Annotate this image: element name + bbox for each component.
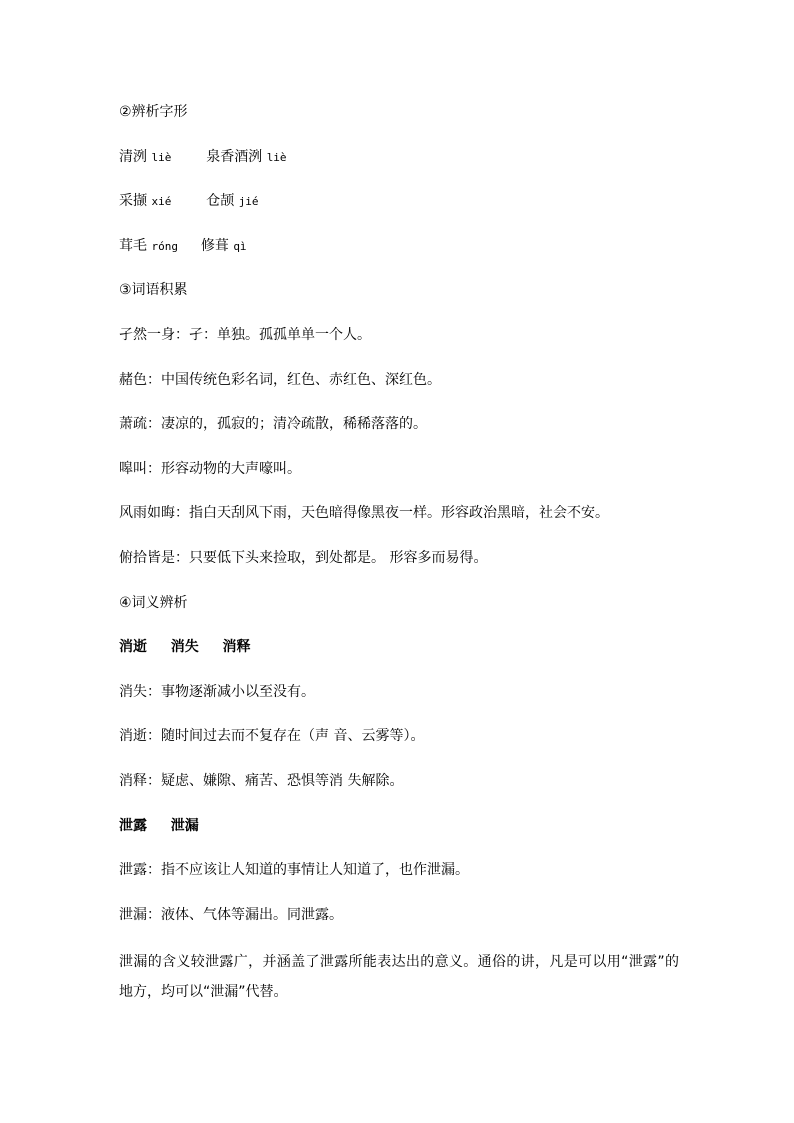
glyph-word: 修葺 — [200, 237, 229, 254]
word-group-title-1 — [119, 635, 679, 680]
glyph-word: 泉香酒洌 — [206, 148, 263, 165]
glyph-row-2 — [119, 189, 679, 234]
vocab-item: 赭色：中国传统色彩名词，红色、赤红色、深红色。 — [119, 371, 441, 388]
pinyin: liè — [151, 150, 172, 164]
comparison-note: 泄漏的含义较泄露广，并涵盖了泄露所能表达出的意义。通俗的讲，凡是可以用“泄露”的地方，均可以“泄漏”代替。 — [119, 954, 679, 1001]
definition-item: 泄漏：液体、气体等漏出。同泄露。 — [119, 906, 343, 923]
glyph-word: 采撷 — [119, 193, 147, 210]
glyph-word: 茸毛 — [119, 237, 147, 254]
pinyin: róng — [151, 239, 178, 253]
vocab-item: 风雨如晦：指白天刮风下雨，天色暗得像黑夜一样。形容政治黑暗，社会不安。 — [119, 505, 609, 522]
section-heading-vocabulary: ③词语积累 — [119, 282, 188, 299]
group-word: 消失 — [170, 639, 199, 656]
glyph-word: 仓颉 — [206, 193, 235, 210]
pinyin: qì — [233, 239, 247, 253]
definition-item: 泄露：指不应该让人知道的事情让人知道了，也作泄漏。 — [119, 862, 469, 879]
glyph-row-3 — [119, 234, 679, 279]
document-page — [119, 100, 679, 1007]
group-word: 消逝 — [119, 639, 147, 656]
definition-item: 消释：疑虑、嫌隙、痛苦、恐惧等消 失解除。 — [119, 772, 404, 789]
glyph-word: 清洌 — [119, 148, 147, 165]
definition-item: 消逝：随时间过去而不复存在（声 音、云雾等）。 — [119, 728, 425, 745]
group-word: 泄露 — [119, 817, 147, 834]
definition-item: 消失：事物逐渐减小以至没有。 — [119, 683, 315, 700]
section-heading-glyph-analysis: ②辨析字形 — [119, 104, 188, 120]
pinyin: jié — [238, 195, 259, 209]
vocab-item: 孑然一身：孑：单独。孤孤单单一个人。 — [119, 326, 371, 343]
vocab-item: 嗥叫：形容动物的大声嚎叫。 — [119, 460, 301, 477]
pinyin: xié — [151, 195, 172, 209]
word-group-title-2 — [119, 814, 679, 859]
vocab-item: 俯拾皆是：只要低下头来捡取，到处都是。 形容多而易得。 — [119, 549, 488, 566]
glyph-row-1 — [119, 145, 679, 190]
section-heading-word-meaning: ④词义辨析 — [119, 594, 188, 611]
vocab-item: 萧疏：凄凉的，孤寂的；清冷疏散，稀稀落落的。 — [119, 416, 427, 433]
group-word: 消释 — [222, 639, 251, 656]
group-word: 泄漏 — [170, 817, 199, 834]
pinyin: liè — [266, 150, 287, 164]
